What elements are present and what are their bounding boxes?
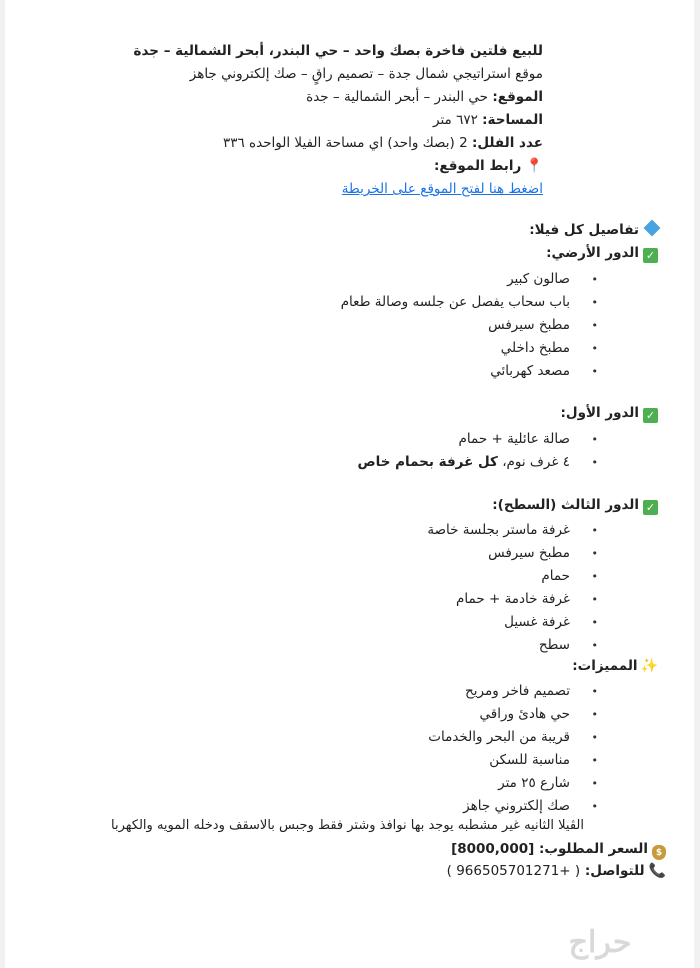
right-edge [694,0,700,968]
first-floor-list [357,428,598,474]
list-item-text: باب سحاب يفصل عن جلسه وصالة طعام [340,294,570,310]
listing-header [133,40,543,201]
list-item [357,428,598,451]
bullet-icon: • [591,685,598,698]
area-value: ٦٧٢ متر [433,112,478,128]
bullet-icon: • [591,547,598,560]
price-label: السعر المطلوب: [539,841,648,857]
contact-row [447,863,666,879]
list-item [427,588,598,611]
bullet-icon: • [591,296,598,309]
list-item-text: قريبة من البحر والخدمات [428,729,570,745]
money-bag-icon: $ [652,845,666,860]
list-item [428,703,598,726]
area-row [163,109,543,132]
bullet-icon: • [591,365,598,378]
bullet-icon: • [591,342,598,355]
list-item [341,314,598,337]
contact-label: للتواصل: [584,863,645,879]
bullet-icon: • [591,570,598,583]
count-value: 2 (بصك واحد) اي مساحة الفيلا الواحده ٣٣٦ [222,135,468,151]
list-item-text: مطبخ سيرفس [488,317,570,333]
list-item [427,634,598,657]
list-item-text: غرفة ماستر بجلسة خاصة [427,522,570,538]
list-item [428,680,598,703]
list-item-text: صك إلكتروني جاهز [463,798,570,814]
list-item-bold-text: كل غرفة بحمام خاص [357,454,498,470]
list-item-text: مطبخ سيرفس [488,545,570,561]
list-item [428,795,598,818]
bullet-icon: • [591,777,598,790]
map-link[interactable]: اضغط هنا لفتح الموقع على الخريطة [341,181,543,197]
details-heading-text: تفاصيل كل فيلا: [529,222,639,238]
list-item [427,519,598,542]
ground-floor-list [340,268,598,383]
sparkles-icon: ✨ [640,658,658,674]
details-heading [529,222,658,238]
area-label: المساحة: [482,112,543,128]
list-item-text: شارع ٢٥ متر [498,775,570,791]
list-item [427,565,598,588]
bullet-icon: • [591,319,598,332]
list-item-text: تصميم فاخر ومريح [465,683,570,699]
ground-floor-heading-text: الدور الأرضي: [546,245,639,261]
bullet-icon: • [591,708,598,721]
list-item-text: مصعد كهربائي [490,363,570,379]
third-floor-heading [492,497,658,515]
site-watermark: حراج [568,925,632,960]
bullet-icon: • [591,639,598,652]
list-item [341,268,598,291]
phone-icon: 📞 [648,863,666,879]
location-value: حي البندر – أبحر الشمالية – جدة [306,89,489,105]
features-heading [572,658,658,674]
first-floor-heading [560,405,658,423]
bullet-icon: • [591,524,598,537]
list-item-text: مناسبة للسكن [489,752,570,768]
location-label: الموقع: [492,89,543,105]
list-item-text: غرفة غسيل [504,614,570,630]
first-floor-heading-text: الدور الأول: [560,405,639,421]
list-item [427,611,598,634]
list-item [340,291,598,314]
second-villa-note: الڤيلا الثانيه غير مشطبه يوجد بها نوافذ وشتر فقط وجبس بالاسقف ودخله المويه والكهربا [111,818,584,833]
map-link-row [163,178,543,201]
bullet-icon: • [591,731,598,744]
list-item-text: حي هادئ وراقي [479,706,570,722]
list-item [341,360,598,383]
bullet-icon: • [591,800,598,813]
third-floor-heading-text: الدور الثالث (السطح): [492,497,639,513]
list-item-text: صالون كبير [507,271,570,287]
features-heading-text: المميزات: [572,658,638,674]
diamond-icon [644,220,661,237]
bullet-icon: • [591,754,598,767]
map-label: رابط الموقع: [433,158,522,174]
list-item [357,451,598,474]
list-item-text: مطبخ داخلي [500,340,570,356]
check-box-icon: ✓ [643,500,658,515]
list-item-text: سطح [538,637,570,653]
location-row [163,86,543,109]
bullet-icon: • [591,593,598,606]
listing-subtitle: موقع استراتيجي شمال جدة – تصميم راقٍ – صك إلكتروني جاهز [189,66,543,82]
ground-floor-heading [546,245,658,263]
left-edge [0,0,5,968]
list-item [341,337,598,360]
check-box-icon: ✓ [643,408,658,423]
bullet-icon: • [591,273,598,286]
list-item [428,772,598,795]
third-floor-list [427,519,598,657]
list-item-text: غرفة خادمة + حمام [456,591,570,607]
check-box-icon: ✓ [643,248,658,263]
price-value: [8000,000] [451,841,535,857]
listing-title: للبيع فلتين فاخرة بصك واحد – حي البندر، أبحر الشمالية – جدة [133,43,543,59]
list-item-text: صالة عائلية + حمام [458,431,570,447]
count-label: عدد الفلل: [471,135,543,151]
list-item [428,726,598,749]
list-item [427,542,598,565]
pin-icon: 📍 [525,158,543,174]
features-list [428,680,598,818]
count-row [163,132,543,155]
map-row [163,155,543,178]
bullet-icon: • [591,456,598,469]
list-item-text: حمام [541,568,570,584]
list-item [428,749,598,772]
price-row [451,841,666,860]
contact-phone[interactable]: ( +966505701271 ) [446,863,581,879]
bullet-icon: • [591,616,598,629]
list-item-text: ٤ غرف نوم، [502,454,570,470]
bullet-icon: • [591,433,598,446]
